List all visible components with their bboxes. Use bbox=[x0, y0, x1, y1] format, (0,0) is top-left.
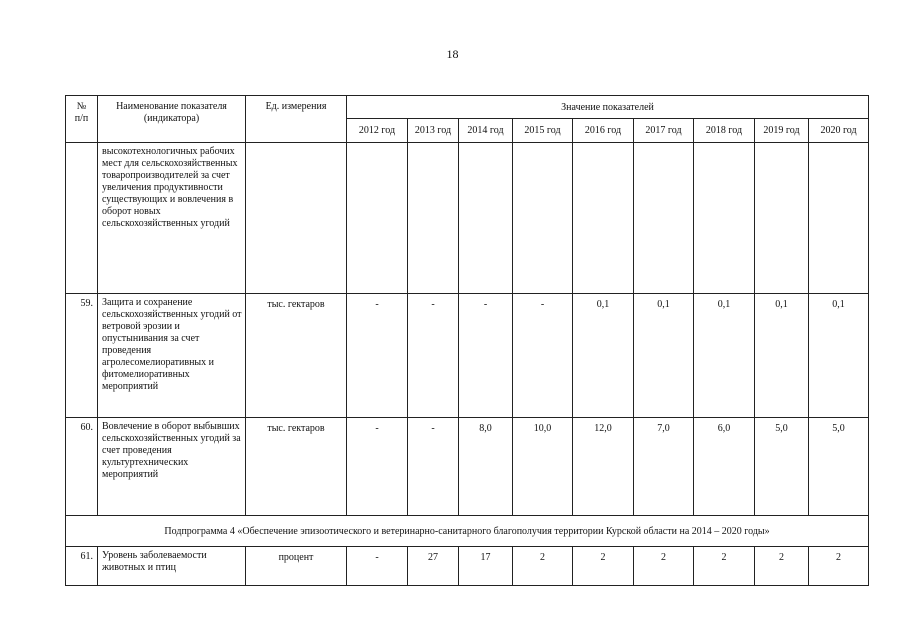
row-num: 59. bbox=[66, 294, 98, 418]
value-cell: 2 bbox=[513, 547, 573, 586]
value-cell: 2 bbox=[573, 547, 634, 586]
value-cell: 8,0 bbox=[459, 418, 513, 516]
value-cell bbox=[755, 143, 809, 294]
value-cell: 0,1 bbox=[755, 294, 809, 418]
value-cell: 27 bbox=[408, 547, 459, 586]
value-cell: 5,0 bbox=[809, 418, 869, 516]
header-year: 2020 год bbox=[809, 119, 869, 143]
unit-cell bbox=[246, 143, 347, 294]
header-year: 2019 год bbox=[755, 119, 809, 143]
value-cell: 7,0 bbox=[634, 418, 694, 516]
value-cell: 2 bbox=[755, 547, 809, 586]
value-cell: 6,0 bbox=[694, 418, 755, 516]
value-cell: 0,1 bbox=[694, 294, 755, 418]
value-cell: 12,0 bbox=[573, 418, 634, 516]
unit-cell: тыс. гектаров bbox=[246, 418, 347, 516]
table-row-59 bbox=[66, 294, 869, 418]
row-num: 61. bbox=[66, 547, 98, 586]
value-cell bbox=[459, 143, 513, 294]
page-number: 18 bbox=[446, 47, 459, 61]
header-year: 2013 год bbox=[408, 119, 459, 143]
value-cell: 2 bbox=[634, 547, 694, 586]
row-num bbox=[66, 143, 98, 294]
header-year: 2016 год bbox=[573, 119, 634, 143]
value-cell bbox=[347, 143, 408, 294]
unit-cell: процент bbox=[246, 547, 347, 586]
indicator-name: высокотехнологичных рабочих мест для сельскохозяйственных товаропроизводителей за счет увеличения продуктивности существующих и вовлечения в оборот новых сельскохозяйственных угодий bbox=[98, 143, 246, 294]
value-cell: - bbox=[408, 294, 459, 418]
header-year: 2014 год bbox=[459, 119, 513, 143]
header-unit: Ед. измерения bbox=[246, 96, 347, 143]
indicator-name: Уровень заболеваемости животных и птиц bbox=[98, 547, 246, 586]
subprogram-title: Подпрограмма 4 «Обеспечение эпизоотического и ветеринарно-санитарного благополучия территории Курской области на 2014 – 2020 годы» bbox=[66, 516, 869, 547]
header-year: 2015 год bbox=[513, 119, 573, 143]
header-year: 2018 год bbox=[694, 119, 755, 143]
value-cell: 2 bbox=[809, 547, 869, 586]
value-cell bbox=[573, 143, 634, 294]
row-num: 60. bbox=[66, 418, 98, 516]
value-cell: 0,1 bbox=[573, 294, 634, 418]
value-cell bbox=[634, 143, 694, 294]
subprogram-row bbox=[66, 516, 869, 547]
indicator-name: Вовлечение в оборот выбывших сельскохозяйственных угодий за счет проведения культуртехнических мероприятий bbox=[98, 418, 246, 516]
value-cell: - bbox=[408, 418, 459, 516]
value-cell: - bbox=[459, 294, 513, 418]
table-row-60 bbox=[66, 418, 869, 516]
header-indicator-name: Наименование показателя (индикатора) bbox=[98, 96, 246, 143]
value-cell: - bbox=[513, 294, 573, 418]
value-cell: 10,0 bbox=[513, 418, 573, 516]
table-row-continued bbox=[66, 143, 869, 294]
value-cell: - bbox=[347, 418, 408, 516]
value-cell: 17 bbox=[459, 547, 513, 586]
value-cell: 0,1 bbox=[809, 294, 869, 418]
value-cell bbox=[809, 143, 869, 294]
header-values-title: Значение показателей bbox=[347, 96, 869, 119]
header-year: 2017 год bbox=[634, 119, 694, 143]
indicator-name: Защита и сохранение сельскохозяйственных угодий от ветровой эрозии и опустынивания за счет проведения агролесомелиоративных и фитомелиоративных мероприятий bbox=[98, 294, 246, 418]
unit-cell: тыс. гектаров bbox=[246, 294, 347, 418]
value-cell: - bbox=[347, 294, 408, 418]
value-cell: 2 bbox=[694, 547, 755, 586]
value-cell bbox=[694, 143, 755, 294]
value-cell bbox=[513, 143, 573, 294]
header-num: № п/п bbox=[66, 96, 98, 143]
header-year: 2012 год bbox=[347, 119, 408, 143]
value-cell bbox=[408, 143, 459, 294]
value-cell: 0,1 bbox=[634, 294, 694, 418]
value-cell: - bbox=[347, 547, 408, 586]
table-row-61 bbox=[66, 547, 869, 586]
indicators-table bbox=[65, 95, 869, 586]
value-cell: 5,0 bbox=[755, 418, 809, 516]
